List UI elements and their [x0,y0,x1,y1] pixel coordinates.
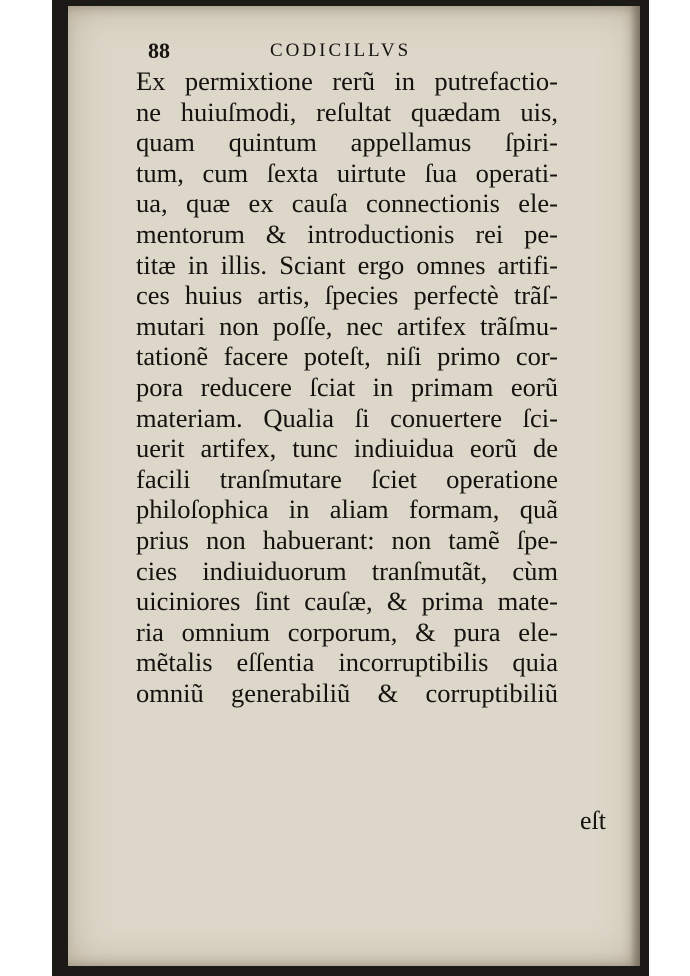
text-line: ne huiuſmodi, reſultat quædam uis, [136,96,558,127]
text-line: titæ in illis. Sciant ergo omnes artifi- [136,249,558,280]
running-title: CODICILLVS [270,40,412,61]
catchword: eſt [580,806,606,835]
text-line: mutari non poſſe, nec artifex trãſmu- [136,310,558,341]
text-line: uiciniores ſint cauſæ, & prima mate- [136,586,558,617]
text-line: omniũ generabiliũ & corruptibiliũ [136,677,558,708]
text-line: philoſophica in aliam formam, quã [136,494,558,525]
page-number: 88 [148,38,170,63]
text-line: ces huius artis, ſpecies perfectè trãſ- [136,280,558,311]
text-line: tum, cum ſexta uirtute ſua operati- [136,157,558,188]
text-line: facili tranſmutare ſciet operatione [136,463,558,494]
body-text [136,66,558,708]
text-line: materiam. Qualia ſi conuertere ſci- [136,402,558,433]
text-line: Ex permixtione rerũ in putrefactio- [136,66,558,96]
text-line: tationẽ facere poteſt, niſi primo cor- [136,341,558,372]
text-line: uerit artifex, tunc indiuidua eorũ de [136,433,558,464]
page-edge-shadow [630,6,640,966]
text-line: prius non habuerant: non tamẽ ſpe- [136,524,558,555]
text-line: ria omnium corporum, & pura ele- [136,616,558,647]
text-line: quam quintum appellamus ſpiri- [136,127,558,158]
text-line: cies indiuiduorum tranſmutãt, cùm [136,555,558,586]
text-line: mẽtalis eſſentia incorruptibilis quia [136,647,558,678]
text-line: mentorum & introductionis rei pe- [136,218,558,249]
text-line: ua, quæ ex cauſa connectionis ele- [136,188,558,219]
page-header [148,38,548,64]
text-line: pora reducere ſciat in primam eorũ [136,371,558,402]
